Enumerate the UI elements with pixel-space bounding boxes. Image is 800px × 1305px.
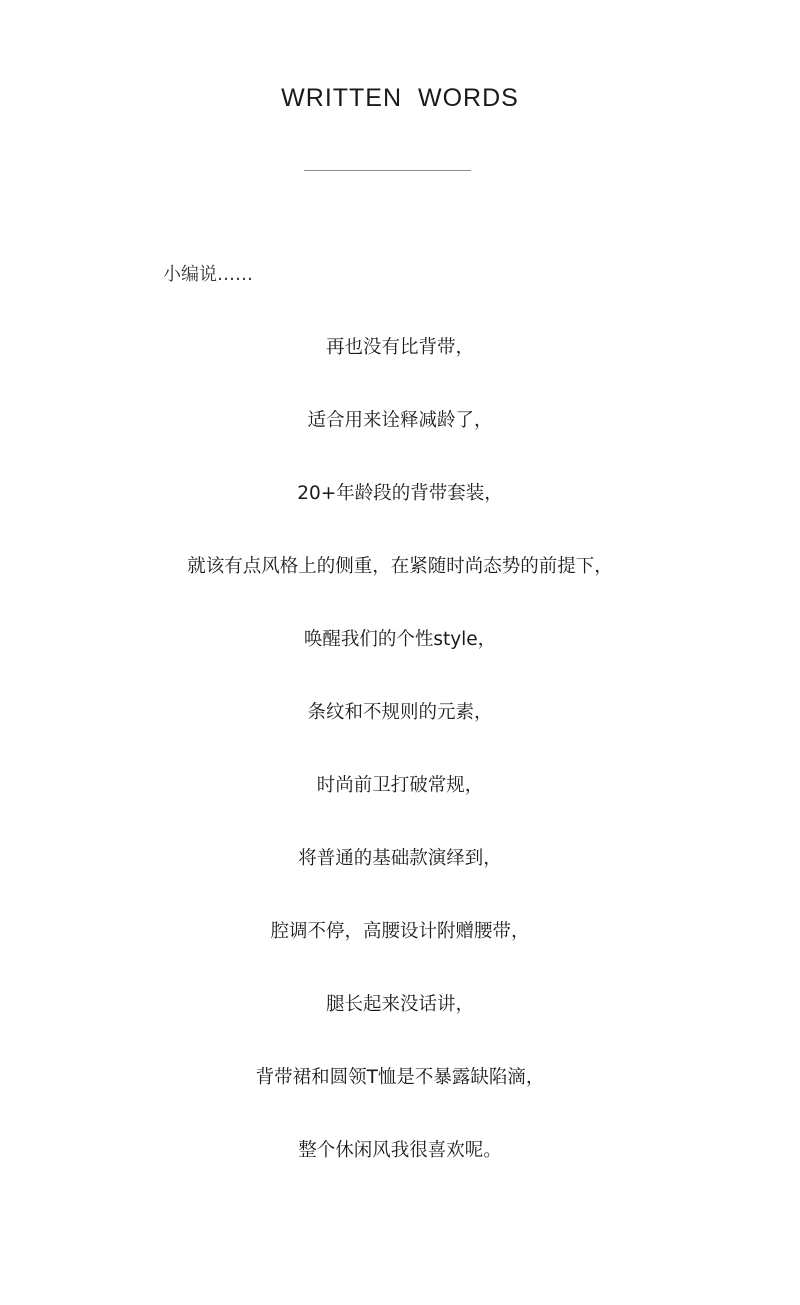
text-line: 再也没有比背带， [325, 337, 474, 358]
intro-text: 小编说…… [163, 264, 253, 285]
text-line: 20+年龄段的背带套装， [297, 483, 503, 504]
text-line: 时尚前卫打破常规， [316, 775, 484, 796]
title-divider [304, 170, 471, 171]
text-line: 腿长起来没话讲， [325, 994, 474, 1015]
text-line: 整个休闲风我很喜欢呢。 [298, 1140, 502, 1161]
text-line: 腔调不停，高腰设计附赠腰带， [270, 921, 530, 942]
text-line: 背带裙和圆领T恤是不暴露缺陷滴， [255, 1067, 545, 1088]
text-line: 就该有点风格上的侧重，在紧随时尚态势的前提下， [187, 556, 613, 577]
text-line: 唤醒我们的个性style， [303, 629, 497, 650]
text-line: 条纹和不规则的元素， [307, 702, 493, 723]
page-title: WRITTEN WORDS [281, 84, 519, 112]
poem-lines [0, 334, 800, 1210]
text-line: 将普通的基础款演绎到， [298, 848, 502, 869]
text-line: 适合用来诠释减龄了， [307, 410, 493, 431]
